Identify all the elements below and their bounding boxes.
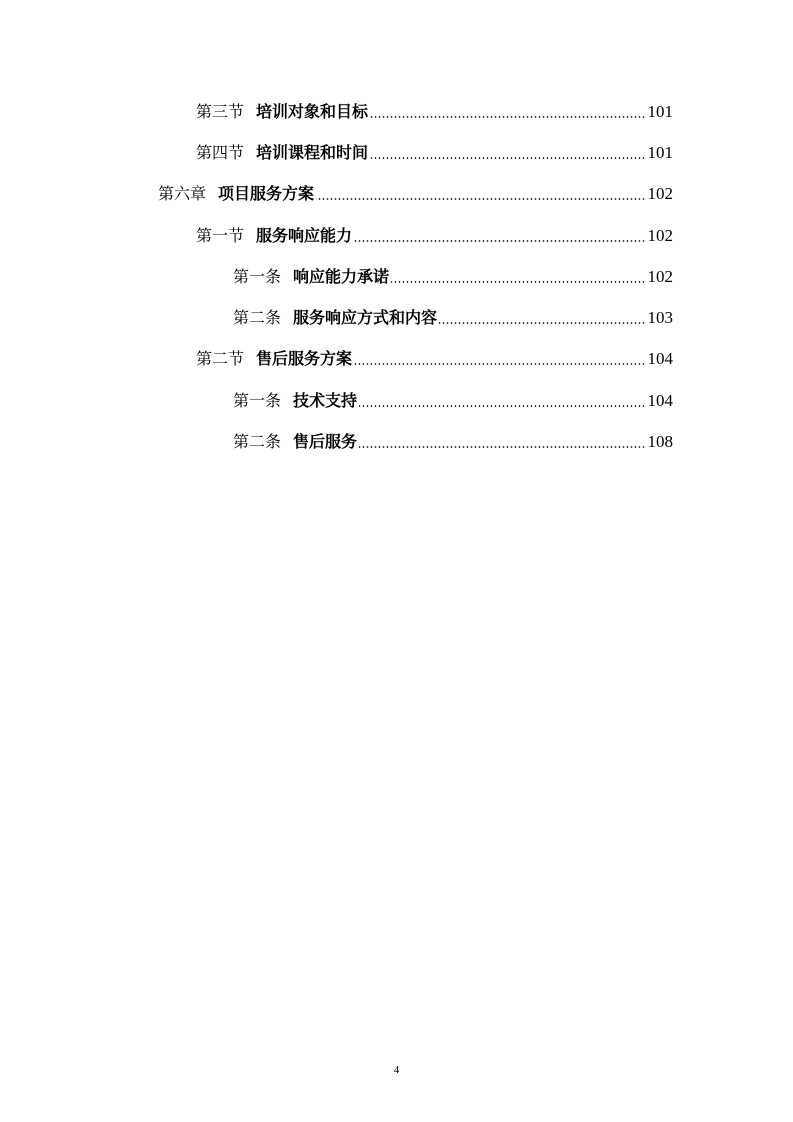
toc-entry-title: 响应能力承诺 [293,266,390,286]
toc-entry-section-1-response-capability[interactable] [0,215,793,256]
toc-entry-title: 项目服务方案 [218,184,315,204]
toc-entry-number: 第二条 [233,432,282,452]
toc-entry-number: 第二条 [233,308,282,328]
toc-entry-page: 108 [647,432,673,452]
toc-entry-title: 服务响应能力 [256,225,353,245]
toc-entry-number: 第一条 [233,266,282,286]
toc-entry-page: 101 [647,142,673,162]
toc-entry-page: 101 [647,101,673,121]
toc-entry-title: 培训对象和目标 [256,101,369,121]
toc-entry-article-2-response-methods[interactable] [0,297,793,338]
toc-dot-leader [316,184,645,204]
toc-entry-section-3-training-targets[interactable] [0,91,793,132]
toc-entry-page: 102 [647,266,673,286]
toc-dot-leader [439,308,645,328]
toc-dot-leader [359,432,645,452]
toc-entry-article-1-response-commitment[interactable] [0,256,793,297]
toc-entry-section-2-after-sales-plan[interactable] [0,339,793,380]
toc-dot-leader [370,143,645,163]
toc-entry-title: 售后服务 [293,432,358,452]
toc-entry-section-4-training-courses[interactable] [0,132,793,173]
toc-entry-title: 培训课程和时间 [256,142,369,162]
toc-entry-article-1-technical-support[interactable] [0,380,793,421]
toc-dot-leader [391,267,645,287]
toc-entry-number: 第一节 [196,225,245,245]
toc-entry-page: 102 [647,225,673,245]
table-of-contents [0,91,793,463]
toc-entry-page: 104 [647,390,673,410]
toc-entry-number: 第一条 [233,390,282,410]
toc-dot-leader [370,102,645,122]
toc-entry-title: 服务响应方式和内容 [293,308,438,328]
toc-entry-number: 第四节 [196,142,245,162]
toc-entry-chapter-6-service-plan[interactable] [0,174,793,215]
toc-entry-title: 售后服务方案 [256,349,353,369]
toc-dot-leader [359,391,645,411]
toc-entry-page: 103 [647,308,673,328]
toc-entry-number: 第三节 [196,101,245,121]
toc-entry-number: 第六章 [158,184,207,204]
toc-dot-leader [354,349,645,369]
page-number: 4 [393,1064,400,1076]
toc-dot-leader [354,226,645,246]
toc-entry-page: 104 [647,349,673,369]
toc-entry-title: 技术支持 [293,390,358,410]
toc-entry-article-2-after-sales-service[interactable] [0,421,793,462]
toc-entry-page: 102 [647,184,673,204]
toc-entry-number: 第二节 [196,349,245,369]
